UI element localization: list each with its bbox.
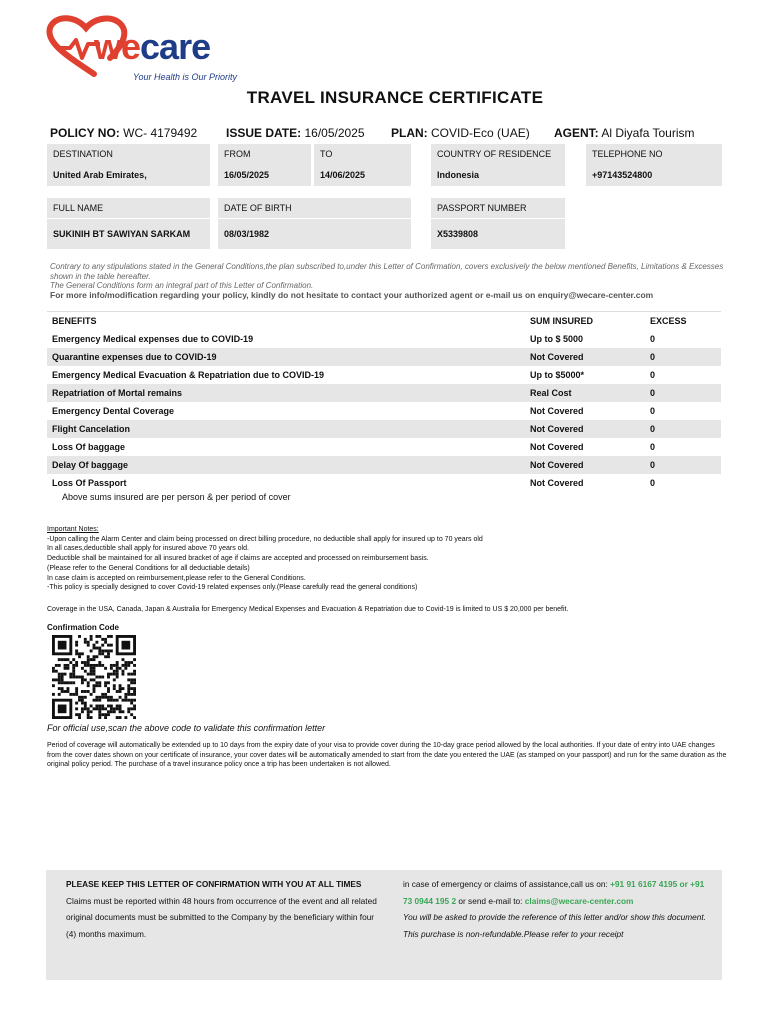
destination-value: United Arab Emirates, — [47, 164, 210, 186]
qr-code-icon — [50, 635, 138, 719]
official-use-note: For official use,scan the above code to validate this confirmation letter — [47, 723, 326, 733]
from-value: 16/05/2025 — [218, 164, 311, 186]
excess-value: 0 — [650, 406, 656, 416]
benefit-name: Emergency Medical expenses due to COVID-19 — [52, 334, 254, 344]
claims-email-link[interactable]: claims@wecare-center.com — [524, 895, 634, 906]
brand-name: wecare — [94, 26, 211, 67]
disclaimer: Contrary to any stipulations stated in the General Conditions,the plan subscribed to,under this Letter of Confirmation, covers exclusively the below mentioned Benefits, Limitations & Excesses shown in the table hereafter. The General Conditions form an integral part of this Letter of Confirmation. — [50, 262, 724, 290]
passport-label: PASSPORT NUMBER — [431, 198, 565, 218]
excess-value: 0 — [650, 370, 656, 380]
more-info: For more info/modification regarding your policy, kindly do not hesitate to contact your authorized agent or e-mail us on enquiry@wecare-center.com — [50, 290, 654, 300]
excess-value: 0 — [645, 420, 721, 438]
footer-box — [46, 870, 722, 980]
reference-note: You will be asked to provide the reference of this letter and/or show this document. This purchase is non-refundable.Please refer to your receipt — [403, 912, 707, 939]
table-row — [47, 330, 721, 348]
benefit-name: Quarantine expenses due to COVID-19 — [47, 348, 525, 366]
sum-insured-value: Not Covered — [530, 478, 584, 488]
footer-right: in case of emergency or claims of assistance,call us on: +91 91 6167 4195 or +91 73 0944 195 2 or send e-mail to: claims@wecare-center.com You will be asked to provide the reference of this letter and/or show this document. This purchase is non-refundable.Please refer to your receipt — [403, 876, 715, 942]
telephone-label: TELEPHONE NO — [586, 144, 722, 164]
notes-heading: Important Notes: — [47, 526, 99, 533]
footer-left — [66, 876, 386, 942]
benefits-header: BENEFITS — [47, 312, 525, 331]
sum-insured-value: Up to $ 5000 — [530, 334, 584, 344]
table-row — [47, 474, 721, 492]
benefit-name: Emergency Medical Evacuation & Repatriation due to COVID-19 — [52, 370, 325, 380]
sum-insured-value: Not Covered — [525, 420, 645, 438]
keep-letter-note: PLEASE KEEP THIS LETTER OF CONFIRMATION WITH YOU AT ALL TIMES — [66, 879, 362, 889]
excess-value: 0 — [645, 384, 721, 402]
full-name-label: FULL NAME — [47, 198, 210, 218]
plan: PLAN: COVID-Eco (UAE) — [391, 126, 530, 140]
sum-insured-header: SUM INSURED — [525, 312, 645, 331]
coverage-note: Coverage in the USA, Canada, Japan & Australia for Emergency Medical Expenses and Evacuation & Repatriation due to Covid-19 is limited to US $ 20,000 per benefit. — [47, 606, 569, 613]
table-row — [47, 348, 721, 366]
country-label: COUNTRY OF RESIDENCE — [431, 144, 565, 164]
sum-insured-value: Not Covered — [525, 348, 645, 366]
issue-date: ISSUE DATE: 16/05/2025 — [226, 126, 365, 140]
sum-insured-value: Not Covered — [530, 442, 584, 452]
benefit-name: Emergency Dental Coverage — [52, 406, 175, 416]
table-row — [47, 456, 721, 474]
dob-label: DATE OF BIRTH — [218, 198, 411, 218]
country-value: Indonesia — [431, 164, 565, 186]
excess-header: EXCESS — [645, 312, 721, 331]
benefit-name: Loss Of baggage — [52, 442, 126, 452]
excess-value: 0 — [650, 478, 656, 488]
coverage-period-note: Period of coverage will automatically be extended up to 10 days from the expiry date of your visa to provide cover during the 10-day grace period allowed by the local authorities. If your date of entry into UAE changes from the cover dates shown on your certificate of insurance, your cover dates will be automatically amended to start from the date you entered the UAE (as stamped on your passport) and run for the same duration as the original policy period. The purchase of a travel insurance policy once a trip has been undertaken is not allowed. — [47, 742, 727, 768]
excess-value: 0 — [645, 456, 721, 474]
sum-insured-value: Not Covered — [530, 406, 584, 416]
destination-label: DESTINATION — [47, 144, 210, 164]
table-row — [47, 366, 721, 384]
phone-1[interactable]: +91 91 6167 4195 — [610, 879, 678, 889]
excess-value: 0 — [645, 348, 721, 366]
sum-insured-value: Up to $5000* — [530, 370, 585, 380]
certificate-title: TRAVEL INSURANCE CERTIFICATE — [246, 88, 544, 107]
benefits-table — [47, 311, 721, 492]
from-label: FROM — [218, 144, 311, 164]
excess-value: 0 — [650, 442, 656, 452]
important-notes: Important Notes: -Upon calling the Alarm Center and claim being processed on direct billing procedure, no deductible shall apply for insured up to 70 years old In all cases,deductible shall apply for insured above 70 years old. Deductible shall be maintained for all insured bracket of age if claims are accepted and processed on reimbursement basis. (Please refer to the General Conditions for all deductiable details) In case claim is accepted on reimbursement,please refer to the General Conditions. -This policy is specially designed to cover Covid-19 related expenses only.(Please carefully read the general conditions) — [47, 525, 727, 593]
telephone-value: +97143524800 — [586, 164, 722, 186]
benefit-name: Flight Cancelation — [47, 420, 525, 438]
excess-value: 0 — [650, 334, 656, 344]
policy-number: POLICY NO: WC- 4179492 — [50, 126, 198, 140]
sum-insured-note: Above sums insured are per person & per period of cover — [62, 492, 291, 502]
benefit-name: Delay Of baggage — [47, 456, 525, 474]
confirmation-code-label: Confirmation Code — [47, 623, 119, 632]
claims-note: Claims must be reported within 48 hours from occurrence of the event and all related original documents must be submitted to the Company by the beneficiary within four (4) months maximum. — [66, 895, 377, 939]
table-row — [47, 420, 721, 438]
passport-value: X5339808 — [431, 219, 565, 249]
dob-value: 08/03/1982 — [218, 219, 411, 249]
to-label: TO — [314, 144, 411, 164]
table-row — [47, 384, 721, 402]
benefit-name: Loss Of Passport — [52, 478, 127, 488]
table-row — [47, 438, 721, 456]
brand-tagline: Your Health is Our Priority — [133, 72, 238, 82]
to-value: 14/06/2025 — [314, 164, 411, 186]
sum-insured-value: Not Covered — [525, 456, 645, 474]
table-row — [47, 402, 721, 420]
benefit-name: Repatriation of Mortal remains — [47, 384, 525, 402]
phone-2[interactable]: +91 73 0944 195 2 — [403, 879, 705, 906]
agent: AGENT: Al Diyafa Tourism — [554, 126, 695, 140]
sum-insured-value: Real Cost — [525, 384, 645, 402]
full-name-value: SUKINIH BT SAWIYAN SARKAM — [47, 219, 210, 249]
